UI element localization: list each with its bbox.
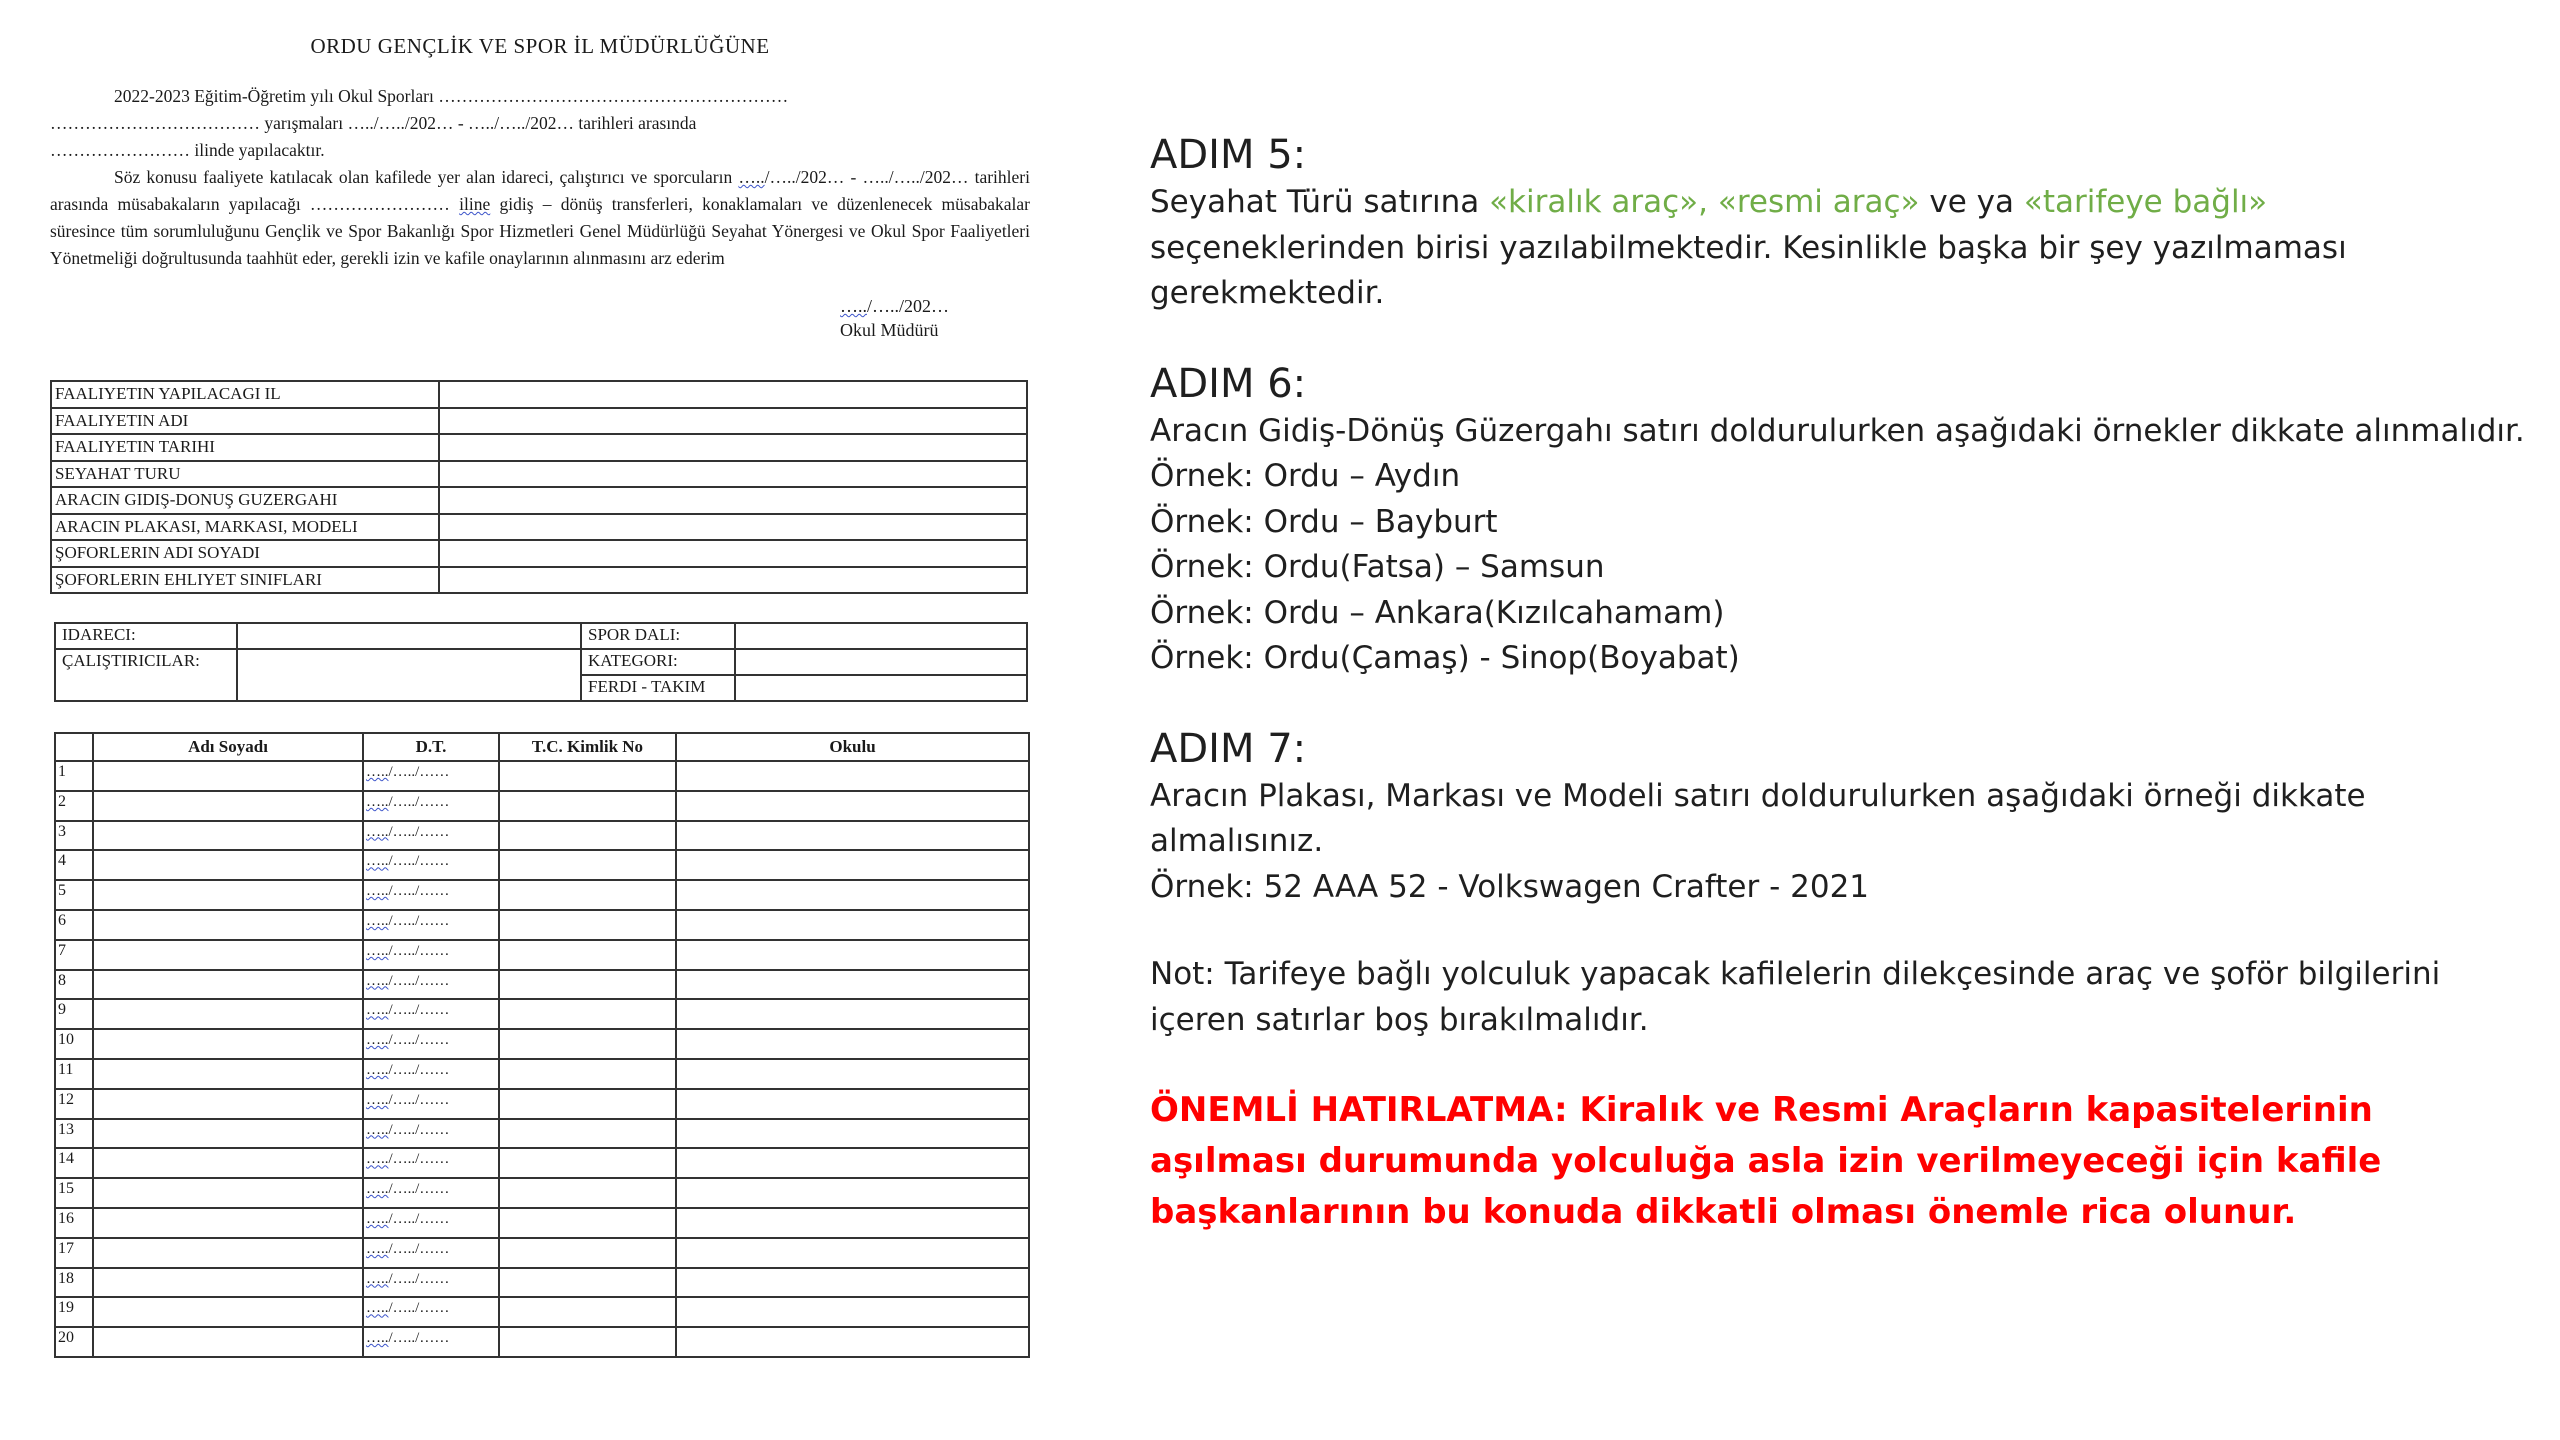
roster-school-cell[interactable] bbox=[676, 1327, 1029, 1357]
idareci-value[interactable] bbox=[237, 623, 581, 649]
roster-name-cell[interactable] bbox=[93, 761, 363, 791]
roster-school-cell[interactable] bbox=[676, 999, 1029, 1029]
roster-name-cell[interactable] bbox=[93, 1029, 363, 1059]
paragraph-2-end: gidiş – dönüş transferleri, konaklamaları ve düzenlenecek müsabakalar süresince tüm sorumluluğunu Gençlik ve Spor Bakanlığı Spor Hizmetleri Genel Müdürlüğü Seyahat Yönergesi ve Okul Spor Faaliyetleri Yönetmeliği doğrultusunda taahhüt eder, gerekli izin ve kafile onaylarının alınmasını arz ederim bbox=[50, 194, 1030, 268]
calistiricilar-value[interactable] bbox=[237, 649, 581, 701]
roster-row bbox=[55, 880, 1029, 910]
step-6-example: Örnek: Ordu – Ankara(Kızılcahamam) bbox=[1150, 594, 1725, 631]
staff-row bbox=[55, 623, 1027, 649]
roster-dt-cell[interactable] bbox=[363, 791, 499, 821]
roster-row bbox=[55, 1208, 1029, 1238]
kategori-label: KATEGORI: bbox=[581, 649, 735, 675]
dt-rest-blank: /…../…… bbox=[388, 1181, 450, 1198]
paragraph-1-line-3: …………………… ilinde yapılacaktır. bbox=[50, 140, 325, 160]
kategori-value[interactable] bbox=[735, 649, 1027, 675]
form-title: ORDU GENÇLİK VE SPOR İL MÜDÜRLÜĞÜNE bbox=[310, 34, 770, 58]
roster-school-cell[interactable] bbox=[676, 880, 1029, 910]
roster-tc-cell[interactable] bbox=[499, 1059, 676, 1089]
roster-tc-cell[interactable] bbox=[499, 999, 676, 1029]
dt-rest-blank: /…../…… bbox=[388, 764, 450, 780]
roster-row-number: 4 bbox=[55, 850, 93, 880]
info-row bbox=[51, 514, 1027, 541]
info-row-label: FAALIYETIN YAPILACAGI IL bbox=[51, 381, 439, 408]
dt-rest-blank: /…../…… bbox=[388, 883, 450, 900]
dt-rest-blank: /…../…… bbox=[388, 1151, 450, 1168]
dt-day-blank: ….. bbox=[366, 764, 389, 780]
info-row bbox=[51, 381, 1027, 408]
roster-tc-cell[interactable] bbox=[499, 1119, 676, 1149]
roster-dt-cell[interactable] bbox=[363, 880, 499, 910]
roster-row-number: 16 bbox=[55, 1208, 93, 1238]
roster-tc-cell[interactable] bbox=[499, 821, 676, 851]
roster-header-school: Okulu bbox=[676, 733, 1029, 761]
roster-row-number: 8 bbox=[55, 970, 93, 1000]
roster-tc-cell[interactable] bbox=[499, 1089, 676, 1119]
info-row-value[interactable] bbox=[439, 514, 1027, 541]
roster-row-number: 13 bbox=[55, 1119, 93, 1149]
roster-row bbox=[55, 1148, 1029, 1178]
info-row-value[interactable] bbox=[439, 461, 1027, 488]
roster-row-number: 12 bbox=[55, 1089, 93, 1119]
roster-row-number: 15 bbox=[55, 1178, 93, 1208]
roster-dt-cell[interactable] bbox=[363, 1297, 499, 1327]
dt-day-blank: ….. bbox=[366, 1061, 389, 1078]
step-7-heading: ADIM 7: bbox=[1150, 725, 1307, 772]
dt-day-blank: ….. bbox=[366, 793, 389, 810]
roster-tc-cell[interactable] bbox=[499, 880, 676, 910]
roster-school-cell[interactable] bbox=[676, 1029, 1029, 1059]
roster-name-cell[interactable] bbox=[93, 1297, 363, 1327]
spor-dali-label: SPOR DALI: bbox=[581, 623, 735, 649]
step-5-text bbox=[1150, 180, 2530, 317]
roster-dt-cell[interactable] bbox=[363, 999, 499, 1029]
roster-dt-cell[interactable] bbox=[363, 1327, 499, 1357]
dt-day-blank: ….. bbox=[366, 1181, 389, 1198]
step-6-example: Örnek: Ordu – Bayburt bbox=[1150, 503, 1498, 540]
dt-day-blank: ….. bbox=[366, 1151, 389, 1168]
activity-info-table bbox=[50, 380, 1028, 594]
roster-dt-cell[interactable] bbox=[363, 1268, 499, 1298]
roster-school-cell[interactable] bbox=[676, 821, 1029, 851]
info-row bbox=[51, 434, 1027, 461]
info-row-label: ARACIN GIDIŞ-DONUŞ GUZERGAHI bbox=[51, 487, 439, 514]
dt-rest-blank: /…../…… bbox=[388, 1270, 450, 1287]
signature-date-blank: ….. bbox=[840, 296, 867, 316]
info-row-value[interactable] bbox=[439, 540, 1027, 567]
roster-tc-cell[interactable] bbox=[499, 910, 676, 940]
roster-tc-cell[interactable] bbox=[499, 1327, 676, 1357]
roster-row-number: 10 bbox=[55, 1029, 93, 1059]
roster-row-number: 1 bbox=[55, 761, 93, 791]
info-row-value[interactable] bbox=[439, 408, 1027, 435]
roster-dt-cell[interactable] bbox=[363, 970, 499, 1000]
roster-dt-cell[interactable] bbox=[363, 1178, 499, 1208]
roster-tc-cell[interactable] bbox=[499, 970, 676, 1000]
roster-dt-cell[interactable] bbox=[363, 761, 499, 791]
roster-row bbox=[55, 1238, 1029, 1268]
step-6-example: Örnek: Ordu(Fatsa) – Samsun bbox=[1150, 549, 1605, 585]
dt-rest-blank: /…../…… bbox=[388, 1330, 450, 1347]
roster-row bbox=[55, 940, 1029, 970]
roster-row-number: 11 bbox=[55, 1059, 93, 1089]
dt-rest-blank: /…../…… bbox=[388, 1210, 450, 1227]
roster-row bbox=[55, 1029, 1029, 1059]
roster-tc-cell[interactable] bbox=[499, 1208, 676, 1238]
paragraph-1-line-1: 2022-2023 Eğitim-Öğretim yılı Okul Sporları …………………………………………………… bbox=[114, 86, 789, 106]
roster-dt-cell[interactable] bbox=[363, 940, 499, 970]
roster-name-cell[interactable] bbox=[93, 1178, 363, 1208]
roster-dt-cell[interactable] bbox=[363, 910, 499, 940]
roster-name-cell[interactable] bbox=[93, 1268, 363, 1298]
roster-row-number: 6 bbox=[55, 910, 93, 940]
dt-day-blank: ….. bbox=[366, 1300, 389, 1317]
roster-header-name: Adı Soyadı bbox=[93, 733, 363, 761]
athlete-roster-table bbox=[54, 732, 1030, 1358]
roster-school-cell[interactable] bbox=[676, 910, 1029, 940]
spor-dali-value[interactable] bbox=[735, 623, 1027, 649]
roster-name-cell[interactable] bbox=[93, 791, 363, 821]
ferdi-takim-value[interactable] bbox=[735, 675, 1027, 701]
roster-row bbox=[55, 1059, 1029, 1089]
dt-rest-blank: /…../…… bbox=[388, 1091, 450, 1108]
step-6-example: Örnek: Ordu – Aydın bbox=[1150, 458, 1461, 494]
roster-school-cell[interactable] bbox=[676, 1089, 1029, 1119]
roster-row bbox=[55, 999, 1029, 1029]
dt-day-blank: ….. bbox=[366, 942, 389, 959]
roster-name-cell[interactable] bbox=[93, 1119, 363, 1149]
staff-row bbox=[55, 649, 1027, 675]
roster-row-number: 19 bbox=[55, 1297, 93, 1327]
dt-day-blank: ….. bbox=[366, 1210, 389, 1227]
step-7-example: Örnek: 52 AAA 52 - Volkswagen Crafter - 2021 bbox=[1150, 868, 1870, 905]
info-row-label: FAALIYETIN TARIHI bbox=[51, 434, 439, 461]
paragraph-2-city-word: iline bbox=[459, 194, 491, 214]
info-row-label: SEYAHAT TURU bbox=[51, 461, 439, 488]
roster-name-cell[interactable] bbox=[93, 940, 363, 970]
roster-school-cell[interactable] bbox=[676, 1178, 1029, 1208]
roster-header-row bbox=[55, 733, 1029, 761]
signature-date: /…../202… bbox=[867, 296, 950, 316]
step-6-text: Aracın Gidiş-Dönüş Güzergahı satırı doldurulurken aşağıdaki örnekler dikkate alınmalıdır. bbox=[1150, 412, 2525, 449]
roster-school-cell[interactable] bbox=[676, 850, 1029, 880]
roster-tc-cell[interactable] bbox=[499, 1238, 676, 1268]
info-row-value[interactable] bbox=[439, 381, 1027, 408]
dt-day-blank: ….. bbox=[366, 1240, 389, 1257]
roster-row bbox=[55, 850, 1029, 880]
dt-day-blank: ….. bbox=[366, 1270, 389, 1287]
roster-row bbox=[55, 761, 1029, 791]
roster-header-no bbox=[55, 733, 93, 761]
step-5-text-end: seçeneklerinden birisi yazılabilmektedir. Kesinlikle başka bir şey yazılmaması gerekmektedir. bbox=[1150, 229, 2347, 311]
roster-dt-cell[interactable] bbox=[363, 821, 499, 851]
roster-name-cell[interactable] bbox=[93, 1059, 363, 1089]
dt-rest-blank: /…../…… bbox=[388, 1002, 450, 1019]
info-row bbox=[51, 540, 1027, 567]
roster-school-cell[interactable] bbox=[676, 970, 1029, 1000]
dt-day-blank: ….. bbox=[366, 912, 389, 929]
roster-row-number: 2 bbox=[55, 791, 93, 821]
dt-day-blank: ….. bbox=[366, 972, 389, 989]
dt-rest-blank: /…../…… bbox=[388, 1121, 450, 1138]
step-5-heading: ADIM 5: bbox=[1150, 132, 1307, 178]
roster-dt-cell[interactable] bbox=[363, 1059, 499, 1089]
paragraph-2-start: Söz konusu faaliyete katılacak olan kafilede yer alan idareci, çalıştırıcı ve sporcuların bbox=[114, 167, 739, 187]
dt-rest-blank: /…../…… bbox=[388, 1032, 450, 1049]
roster-name-cell[interactable] bbox=[93, 1327, 363, 1357]
info-row bbox=[51, 567, 1027, 594]
dt-rest-blank: /…../…… bbox=[388, 823, 450, 840]
step-5-text-or: ve ya bbox=[1919, 184, 2024, 220]
dt-day-blank: ….. bbox=[366, 1002, 389, 1019]
roster-row bbox=[55, 1089, 1029, 1119]
roster-name-cell[interactable] bbox=[93, 1238, 363, 1268]
dt-rest-blank: /…../…… bbox=[388, 942, 450, 959]
dt-rest-blank: /…../…… bbox=[388, 1240, 450, 1257]
signature-block bbox=[50, 294, 1030, 342]
dt-rest-blank: /…../…… bbox=[388, 793, 450, 810]
roster-row bbox=[55, 910, 1029, 940]
roster-row bbox=[55, 821, 1029, 851]
info-row-label: ŞOFORLERIN ADI SOYADI bbox=[51, 540, 439, 567]
roster-row-number: 5 bbox=[55, 880, 93, 910]
roster-row bbox=[55, 1268, 1029, 1298]
info-row-value[interactable] bbox=[439, 434, 1027, 461]
roster-tc-cell[interactable] bbox=[499, 791, 676, 821]
roster-tc-cell[interactable] bbox=[499, 940, 676, 970]
info-row-label: ARACIN PLAKASI, MARKASI, MODELI bbox=[51, 514, 439, 541]
roster-name-cell[interactable] bbox=[93, 880, 363, 910]
step-5-option-scheduled: «tarifeye bağlı» bbox=[2023, 184, 2268, 220]
roster-name-cell[interactable] bbox=[93, 1148, 363, 1178]
roster-dt-cell[interactable] bbox=[363, 1238, 499, 1268]
roster-header-dt: D.T. bbox=[363, 733, 499, 761]
dt-rest-blank: /…../…… bbox=[388, 1300, 450, 1317]
roster-school-cell[interactable] bbox=[676, 1148, 1029, 1178]
dt-day-blank: ….. bbox=[366, 883, 389, 900]
roster-header-tc: T.C. Kimlik No bbox=[499, 733, 676, 761]
roster-name-cell[interactable] bbox=[93, 850, 363, 880]
info-row bbox=[51, 461, 1027, 488]
dt-day-blank: ….. bbox=[366, 853, 389, 870]
form-paragraph-1 bbox=[50, 83, 1030, 164]
roster-row-number: 3 bbox=[55, 821, 93, 851]
dt-rest-blank: /…../…… bbox=[388, 912, 450, 929]
roster-tc-cell[interactable] bbox=[499, 850, 676, 880]
roster-dt-cell[interactable] bbox=[363, 1119, 499, 1149]
roster-name-cell[interactable] bbox=[93, 999, 363, 1029]
roster-school-cell[interactable] bbox=[676, 791, 1029, 821]
petition-form bbox=[50, 34, 1030, 1358]
dt-day-blank: ….. bbox=[366, 1091, 389, 1108]
dt-rest-blank: /…../…… bbox=[388, 972, 450, 989]
dt-rest-blank: /…../…… bbox=[388, 853, 450, 870]
roster-school-cell[interactable] bbox=[676, 940, 1029, 970]
form-paragraph-2 bbox=[50, 164, 1030, 272]
paragraph-2-date-blank: ….. bbox=[738, 167, 765, 187]
roster-tc-cell[interactable] bbox=[499, 1148, 676, 1178]
roster-tc-cell[interactable] bbox=[499, 1297, 676, 1327]
roster-school-cell[interactable] bbox=[676, 1297, 1029, 1327]
roster-row-number: 20 bbox=[55, 1327, 93, 1357]
important-reminder: ÖNEMLİ HATIRLATMA: Kiralık ve Resmi Araçların kapasitelerinin aşılması durumunda yolculuğa asla izin verilmeyeceği için kafile başkanlarının bu konuda dikkatli olması önemle rica olunur. bbox=[1150, 1090, 2382, 1232]
roster-dt-cell[interactable] bbox=[363, 1148, 499, 1178]
roster-tc-cell[interactable] bbox=[499, 761, 676, 791]
dt-day-blank: ….. bbox=[366, 1121, 389, 1138]
step-7-text: Aracın Plakası, Markası ve Modeli satırı doldurulurken aşağıdaki örneği dikkate almalısınız. bbox=[1150, 777, 2366, 859]
dt-rest-blank: /…../…… bbox=[388, 1061, 450, 1078]
roster-row-number: 17 bbox=[55, 1238, 93, 1268]
roster-row bbox=[55, 1119, 1029, 1149]
info-row-value[interactable] bbox=[439, 487, 1027, 514]
step-6-heading: ADIM 6: bbox=[1150, 360, 1307, 407]
calistiricilar-label: ÇALIŞTIRICILAR: bbox=[55, 649, 237, 701]
roster-school-cell[interactable] bbox=[676, 1208, 1029, 1238]
info-row-label: ŞOFORLERIN EHLIYET SINIFLARI bbox=[51, 567, 439, 594]
step-6-example: Örnek: Ordu(Çamaş) - Sinop(Boyabat) bbox=[1150, 640, 1740, 676]
roster-row bbox=[55, 1327, 1029, 1357]
dt-day-blank: ….. bbox=[366, 1330, 389, 1347]
info-row bbox=[51, 408, 1027, 435]
roster-school-cell[interactable] bbox=[676, 1059, 1029, 1089]
roster-row-number: 14 bbox=[55, 1148, 93, 1178]
dt-day-blank: ….. bbox=[366, 823, 389, 840]
paragraph-1-line-2: ……………………………… yarışmaları …../…../202… - …../…../202… tarihleri arasında bbox=[50, 113, 697, 133]
roster-school-cell[interactable] bbox=[676, 761, 1029, 791]
staff-table bbox=[54, 622, 1028, 702]
signer-title: Okul Müdürü bbox=[840, 320, 939, 340]
roster-row bbox=[55, 1178, 1029, 1208]
roster-tc-cell[interactable] bbox=[499, 1268, 676, 1298]
roster-name-cell[interactable] bbox=[93, 910, 363, 940]
roster-tc-cell[interactable] bbox=[499, 1178, 676, 1208]
step-5-option-vehicles: «kiralık araç», «resmi araç» bbox=[1489, 184, 1920, 220]
roster-row bbox=[55, 791, 1029, 821]
instructions-panel bbox=[1150, 130, 2530, 1238]
roster-name-cell[interactable] bbox=[93, 970, 363, 1000]
roster-school-cell[interactable] bbox=[676, 1119, 1029, 1149]
travel-note: Not: Tarifeye bağlı yolculuk yapacak kafilelerin dilekçesinde araç ve şoför bilgilerini içeren satırlar boş bırakılmalıdır. bbox=[1150, 956, 2441, 1038]
roster-row-number: 18 bbox=[55, 1268, 93, 1298]
roster-dt-cell[interactable] bbox=[363, 1208, 499, 1238]
roster-dt-cell[interactable] bbox=[363, 1089, 499, 1119]
ferdi-takim-label: FERDI - TAKIM bbox=[581, 675, 735, 701]
roster-row-number: 9 bbox=[55, 999, 93, 1029]
roster-tc-cell[interactable] bbox=[499, 1029, 676, 1059]
roster-row bbox=[55, 1297, 1029, 1327]
info-row bbox=[51, 487, 1027, 514]
roster-school-cell[interactable] bbox=[676, 1268, 1029, 1298]
roster-row-number: 7 bbox=[55, 940, 93, 970]
paragraph-2-middle: /…../202… - …../…../202… tarihleri arasında müsabakaların yapılacağı …………………… bbox=[50, 167, 1030, 214]
roster-dt-cell[interactable] bbox=[363, 1029, 499, 1059]
idareci-label: IDARECI: bbox=[55, 623, 237, 649]
dt-day-blank: ….. bbox=[366, 1032, 389, 1049]
step-5-text-start: Seyahat Türü satırına bbox=[1150, 184, 1490, 220]
roster-name-cell[interactable] bbox=[93, 1208, 363, 1238]
roster-name-cell[interactable] bbox=[93, 1089, 363, 1119]
info-row-value[interactable] bbox=[439, 567, 1027, 594]
roster-school-cell[interactable] bbox=[676, 1238, 1029, 1268]
roster-name-cell[interactable] bbox=[93, 821, 363, 851]
info-row-label: FAALIYETIN ADI bbox=[51, 408, 439, 435]
roster-row bbox=[55, 970, 1029, 1000]
roster-dt-cell[interactable] bbox=[363, 850, 499, 880]
